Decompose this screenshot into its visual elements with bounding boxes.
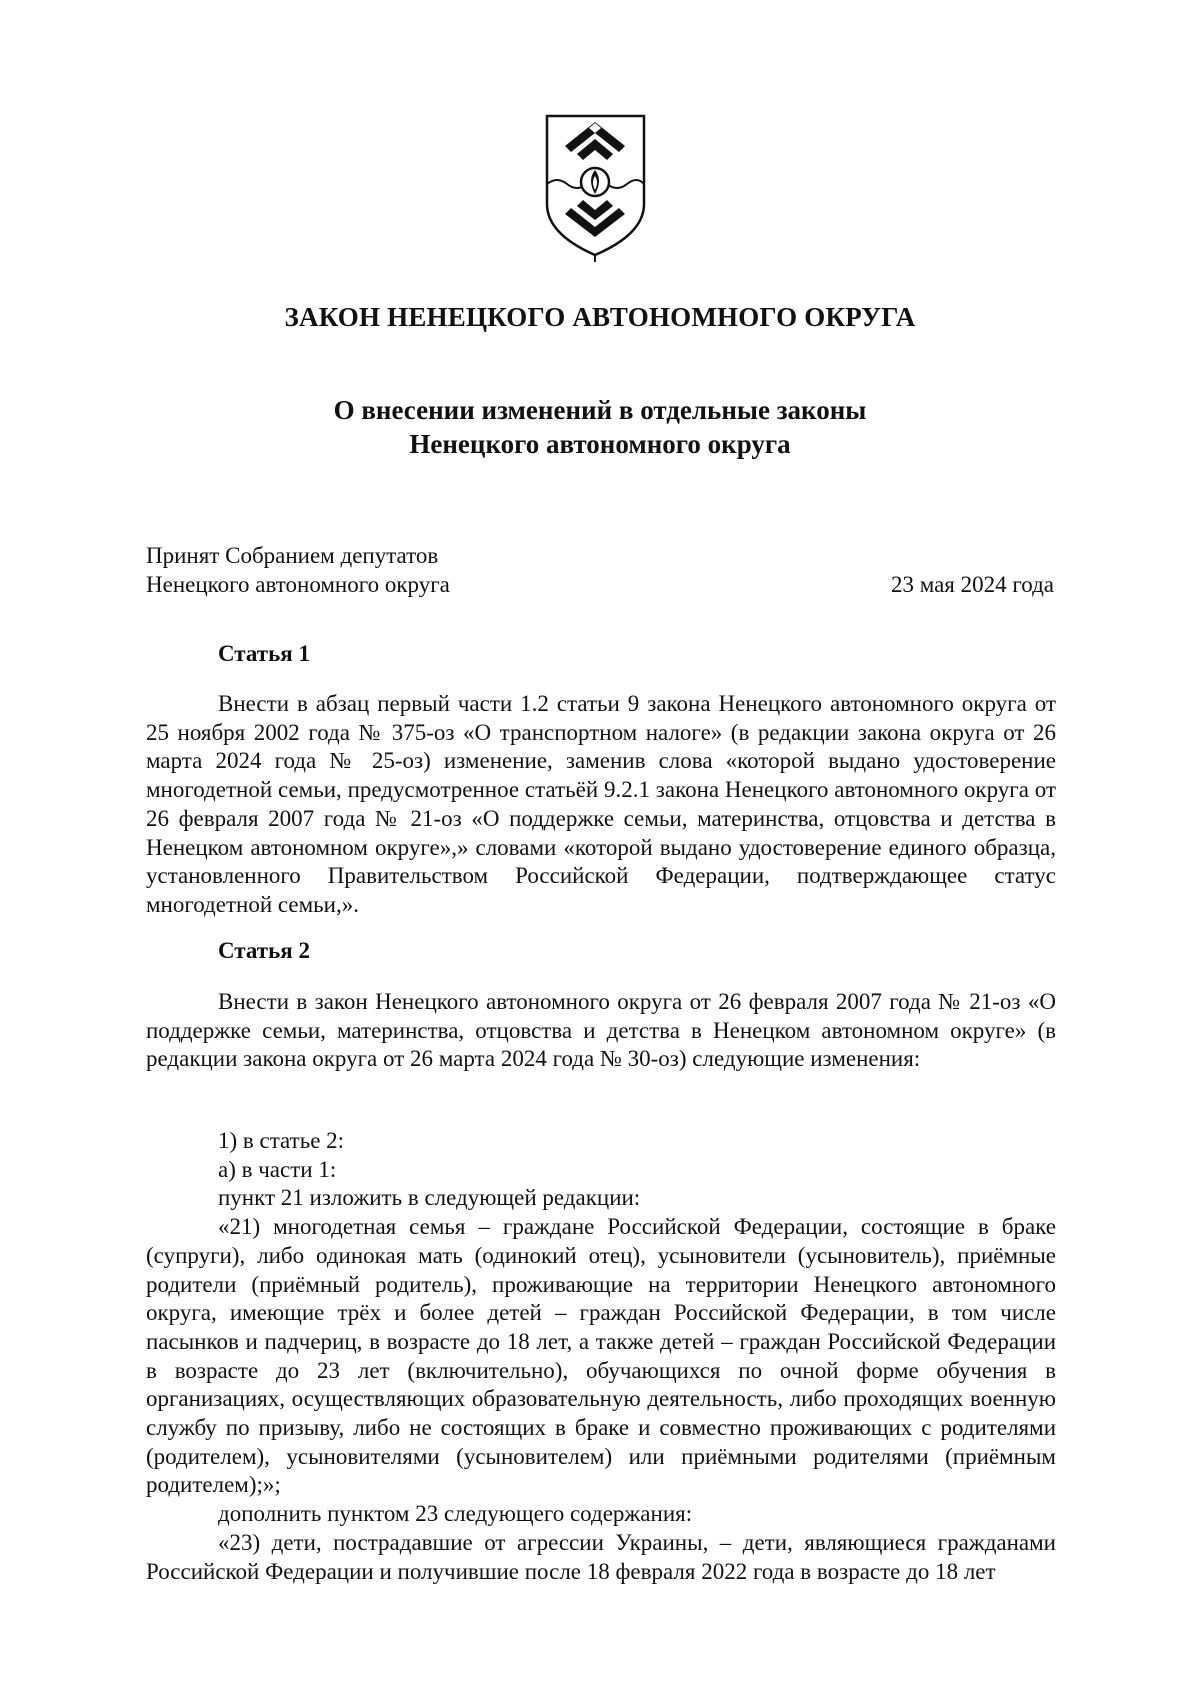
adoption-body [146, 541, 450, 599]
article-1-text: Внести в абзац первый части 1.2 статьи 9 закона Ненецкого автономного округа от 25 ноября 2002 года № 375-оз «О транспортном налоге» (в редакции закона округа от 26 марта 2024 года № 25-оз) изменение, заменив слова «которой выдано удостоверение многодетной семьи, предусмотренное статьёй 9.2.1 закона Ненецкого автономного округа от 26 февраля 2007 года № 21-оз «О поддержке семьи, материнства, отцовства и детства в Ненецком автономном округе»,» словами «которой выдано удостоверение единого образца, установленного Правительством Российской Федерации, подтверждающее статус многодетной семьи,». [146, 691, 1056, 917]
article-1-heading: Статья 1 [218, 641, 310, 666]
amendment-item-1: 1) в статье 2: [218, 1128, 345, 1153]
subtitle-line-1: О внесении изменений в отдельные законы [333, 395, 867, 425]
subtitle-line-2: Ненецкого автономного округа [409, 429, 791, 459]
amendment-item-1a: а) в части 1: [218, 1156, 337, 1182]
law-subtitle [0, 393, 1200, 461]
point-21-intro: пункт 21 изложить в следующей редакции: [218, 1185, 641, 1211]
adoption-date: 23 мая 2024 года [890, 572, 1054, 597]
point-21-text: «21) многодетная семья – граждане Российской Федерации, состоящие в браке (супруги), либо одинокая мать (одинокий отец), усыновители (усыновитель), приёмные родители (приёмный родитель), проживающие на территории Ненецкого автономного округа, имеющие трёх и более детей – граждан Российской Федерации, в том числе пасынков и падчериц, в возрасте до 18 лет, а также детей – граждан Российской Федерации в возрасте до 23 лет (включительно), обучающихся по очной форме обучения в организациях, осуществляющих образовательную деятельность, либо проходящих военную службу по призыву, либо не состоящих в браке и совместно проживающих с родителями (родителем), усыновителями (усыновителем) или приёмными родителями (приёмным родителем);»; [146, 1214, 1056, 1498]
adoption-line-2: Ненецкого автономного округа [146, 572, 450, 597]
point-23-text: «23) дети, пострадавшие от агрессии Украины, – дети, являющиеся гражданами Российской Федерации и получившие после 18 февраля 2022 года в возрасте до 18 лет [146, 1529, 1056, 1584]
point-23-intro: дополнить пунктом 23 следующего содержания: [218, 1501, 693, 1527]
article-2-amendments [146, 1127, 1056, 1586]
coat-of-arms-icon [543, 112, 648, 262]
article-2-heading: Статья 2 [218, 938, 310, 963]
law-title: ЗАКОН НЕНЕЦКОГО АВТОНОМНОГО ОКРУГА [284, 302, 916, 332]
article-2-intro: Внести в закон Ненецкого автономного округа от 26 февраля 2007 года № 21-оз «О поддержке семьи, материнства, отцовства и детства в Ненецком автономном округе» (в редакции закона округа от 26 марта 2024 года № 30-оз) следующие изменения: [146, 989, 1056, 1072]
adoption-line-1: Принят Собранием депутатов [146, 543, 439, 568]
